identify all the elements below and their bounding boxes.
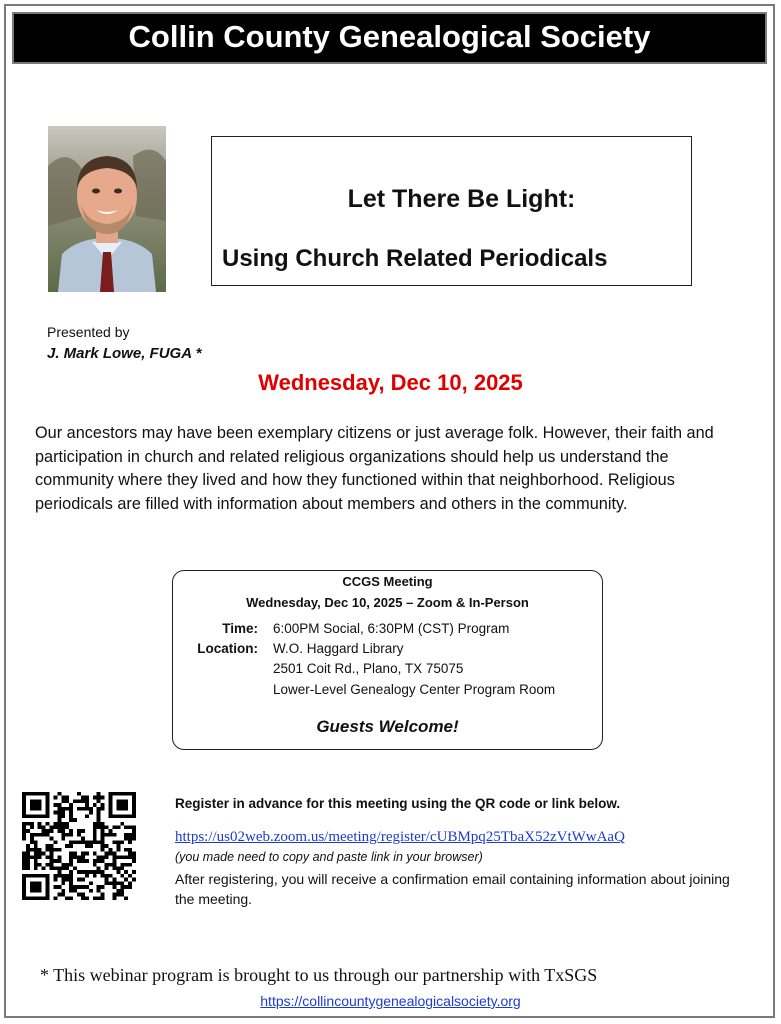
meeting-subheading: Wednesday, Dec 10, 2025 – Zoom & In-Person [246,595,529,610]
registration-link[interactable]: https://us02web.zoom.us/meeting/register/cUBMpq25TbaX52zVtWwAaQ [175,829,625,845]
meeting-details-box [172,570,603,750]
location-line-1: W.O. Haggard Library [273,641,404,656]
registration-note: (you made need to copy and paste link in your browser) [175,850,483,864]
location-line-3: Lower-Level Genealogy Center Program Room [273,682,556,697]
registration-qr-code[interactable] [22,792,136,900]
event-description: Our ancestors may have been exemplary citizens or just average folk. However, their faith and participation in church and related religious organizations should help us understand the community where they lived and how they functioned within that neighborhood. Religious periodicals are filled with information about members and others in the community. [35,424,714,513]
header-title: Collin County Genealogical Society [128,19,651,54]
society-website-link[interactable]: https://collincountygenealogicalsociety.org [260,993,521,1009]
presented-by-label: Presented by [47,324,130,340]
registration-info: After registering, you will receive a confirmation email containing information about joining the meeting. [175,871,730,907]
event-subtitle: Using Church Related Periodicals [222,245,608,272]
presenter-photo [48,126,166,292]
time-value: 6:00PM Social, 6:30PM (CST) Program [273,621,510,636]
location-label: Location: [197,641,258,656]
registration-heading: Register in advance for this meeting using the QR code or link below. [175,796,621,811]
event-title: Let There Be Light: [347,185,576,213]
guests-welcome: Guests Welcome! [316,717,459,736]
time-label: Time: [222,621,258,636]
presenter-name: J. Mark Lowe, FUGA * [47,345,202,362]
location-line-2: 2501 Coit Rd., Plano, TX 75075 [273,661,464,676]
event-title-box [211,136,692,286]
partnership-footnote: * This webinar program is brought to us through our partnership with TxSGS [40,965,598,985]
meeting-heading: CCGS Meeting [342,574,433,589]
event-date: Wednesday, Dec 10, 2025 [258,370,523,395]
page-header [12,12,767,64]
